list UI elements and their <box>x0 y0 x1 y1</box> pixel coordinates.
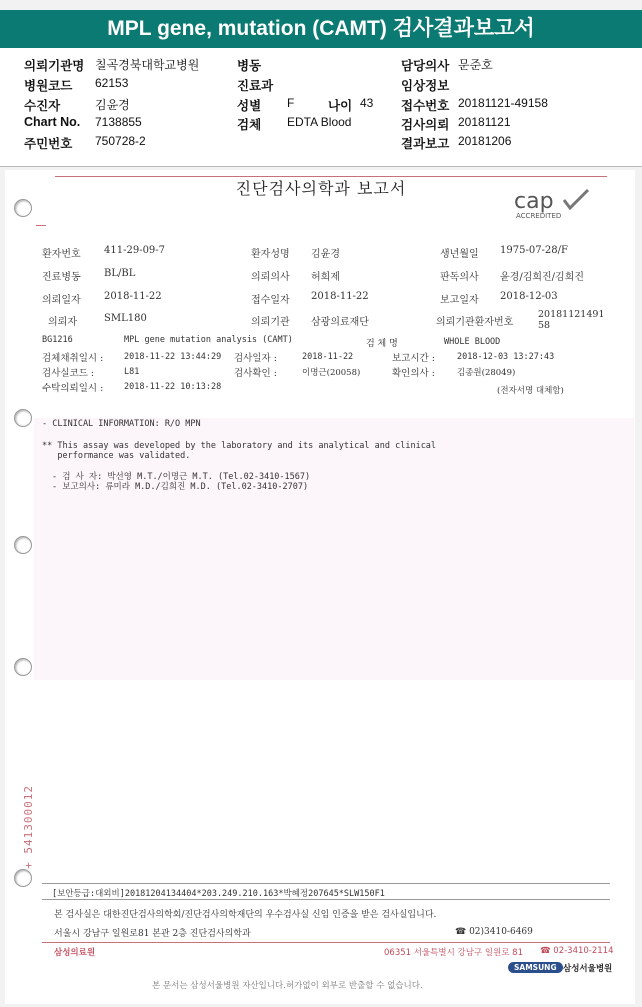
document-serial: + 541300012 <box>22 785 35 869</box>
reqdate-label: 의뢰일자 <box>42 295 81 306</box>
rrn-value: 750728-2 <box>95 134 146 148</box>
patient-header <box>0 48 642 167</box>
specimen-value: EDTA Blood <box>287 115 352 129</box>
assay-note-line2: performance was validated. <box>42 451 191 461</box>
dob-label: 생년월일 <box>440 249 479 260</box>
footer-rule <box>42 883 610 884</box>
chart-value: 7138855 <box>95 115 142 129</box>
inst-label: 의뢰기관명 <box>24 59 85 73</box>
footer-rule-red <box>42 942 610 943</box>
pid-label: 환자번호 <box>42 249 81 260</box>
patient-label: 수진자 <box>24 99 61 113</box>
report-date-value: 20181206 <box>458 134 512 148</box>
tester-line: - 검 사 자: 박선영 M.T./이명근 M.T. (Tel.02-3410-1567) <box>52 472 311 482</box>
pname-value: 김윤경 <box>311 249 340 260</box>
labcode-value: L81 <box>124 367 140 377</box>
security-line: [보안등급:대외비]20181204134404*203.249.210.163*박혜정207645*SLW150F1 <box>52 889 385 899</box>
patient-value: 김윤경 <box>95 98 130 112</box>
pid-value: 411-29-09-7 <box>104 245 166 256</box>
readdoc-label: 판독의사 <box>440 272 479 283</box>
chart-label: Chart No. <box>24 115 81 129</box>
clinical-label: 임상정보 <box>401 79 450 93</box>
cap-accredited-logo <box>512 186 592 220</box>
testdate-value: 2018-11-22 <box>302 352 354 362</box>
hospital-brand: 삼성서울병원 <box>563 964 613 974</box>
verifier-label: 확인의사 : <box>392 368 435 379</box>
esign-note: (전자서명 대체함) <box>497 386 564 396</box>
specimen-label: 검체 <box>237 118 262 132</box>
footer-tel: ☎ 02-3410-2114 <box>540 946 614 956</box>
report-title: MPL gene, mutation (CAMT) 검사결과보고서 <box>107 17 535 40</box>
recdate-label: 접수일자 <box>251 295 290 306</box>
age-label: 나이 <box>328 99 353 113</box>
reqdate-value: 2018-11-22 <box>104 291 162 302</box>
dob-value: 1975-07-28/F <box>500 245 568 256</box>
sex-label: 성별 <box>237 99 262 113</box>
request-value: 20181121 <box>458 115 511 129</box>
repdate-label: 보고일자 <box>440 295 479 306</box>
rule-mark <box>36 225 46 226</box>
testdate-label: 검사일자 : <box>234 353 277 364</box>
collect-value: 2018-11-22 13:44:29 <box>124 352 222 362</box>
doctor-label: 담당의사 <box>401 59 450 73</box>
instpid-label: 의뢰기관환자번호 <box>436 317 514 328</box>
reqinst-label: 의뢰기관 <box>251 317 290 328</box>
samsung-logo: SAMSUNG <box>508 962 563 973</box>
request-label: 검사의뢰 <box>401 118 450 132</box>
repdate-value: 2018-12-03 <box>500 291 558 302</box>
requester-value: SML180 <box>104 313 147 324</box>
cert-line: 본 검사실은 대한진단검사의학회/진단검사의학재단의 우수검사실 신임 인증을 받은 검사실입니다. <box>54 910 437 920</box>
verifier-value: 김종원(28049) <box>457 368 516 378</box>
punch-hole <box>14 869 32 887</box>
receipt-value: 20181121-49158 <box>458 96 548 110</box>
report-title-bar <box>0 10 642 48</box>
assay-note-line1: ** This assay was developed by the laboratory and its analytical and clinical <box>42 441 437 451</box>
address-line: 서울시 강남구 일원로81 본관 2층 진단검사의학과 <box>54 929 251 939</box>
footer-notice: 본 문서는 삼성서울병원 자산입니다.허가없이 외부로 반출할 수 없습니다. <box>152 981 423 991</box>
labcode-label: 검사실코드 : <box>42 368 95 379</box>
ward-label: 병동 <box>237 59 262 73</box>
punch-hole <box>14 658 32 676</box>
ward-label-r: 진료병동 <box>42 272 81 283</box>
cap-logo-sub: ACCREDITED <box>516 212 562 220</box>
collect-label: 검체채취일시 : <box>42 353 104 364</box>
ward-value-r: BL/BL <box>104 268 136 279</box>
punch-hole <box>14 199 32 217</box>
specname-label: 검 체 명 <box>366 339 398 349</box>
confirm-value: 이명근(20058) <box>302 368 361 378</box>
recvtime-label: 수탁의뢰일시 : <box>42 383 104 394</box>
phone-line: ☎ 02)3410-6469 <box>455 927 533 937</box>
receipt-label: 접수번호 <box>401 99 450 113</box>
reporter-line: - 보고의사: 류미라 M.D./김희진 M.D. (Tel.02-3410-2707) <box>52 482 309 492</box>
reqinst-value: 삼광의료재단 <box>311 317 369 328</box>
instpid-value: 2018112149158 <box>538 309 605 331</box>
reptime-value: 2018-12-03 13:27:43 <box>457 352 555 362</box>
clinical-info: - CLINICAL INFORMATION: R/O MPN <box>42 419 201 429</box>
report-date-label: 결과보고 <box>401 137 450 151</box>
reqdoc-value: 허희제 <box>311 272 340 283</box>
cap-logo-text: cap <box>514 189 554 214</box>
hospcode-label: 병원코드 <box>24 79 73 93</box>
test-code: BG1216 <box>42 335 73 345</box>
hospcode-value: 62153 <box>95 76 129 90</box>
age-value: 43 <box>360 96 374 110</box>
report-heading: 진단검사의학과 보고서 <box>235 179 407 198</box>
recdate-value: 2018-11-22 <box>311 291 369 302</box>
specname-value: WHOLE BLOOD <box>444 337 501 347</box>
readdoc-value: 윤경/김희진/김희진 <box>500 272 585 283</box>
doctor-value: 문준호 <box>458 58 493 72</box>
pname-label: 환자성명 <box>251 249 290 260</box>
requester-label: 의뢰자 <box>48 317 77 328</box>
punch-hole <box>14 409 32 427</box>
footer-rule <box>42 899 610 900</box>
checkmark-icon <box>564 190 588 208</box>
inst-value: 칠곡경북대학교병원 <box>95 58 200 72</box>
confirm-label: 검사확인 : <box>234 368 277 379</box>
punch-hole <box>14 536 32 554</box>
dept-label: 진료과 <box>237 79 274 93</box>
recvtime-value: 2018-11-22 10:13:28 <box>124 382 222 392</box>
reptime-label: 보고시간 : <box>392 353 435 364</box>
sex-value: F <box>287 96 295 110</box>
test-name: MPL gene mutation analysis (CAMT) <box>124 335 293 345</box>
footer-address: 06351 서울특별시 강남구 일원로 81 <box>384 948 523 958</box>
reqdoc-label: 의뢰의사 <box>251 272 290 283</box>
footer-org: 삼성의료원 <box>54 948 96 958</box>
rrn-label: 주민번호 <box>24 137 73 151</box>
